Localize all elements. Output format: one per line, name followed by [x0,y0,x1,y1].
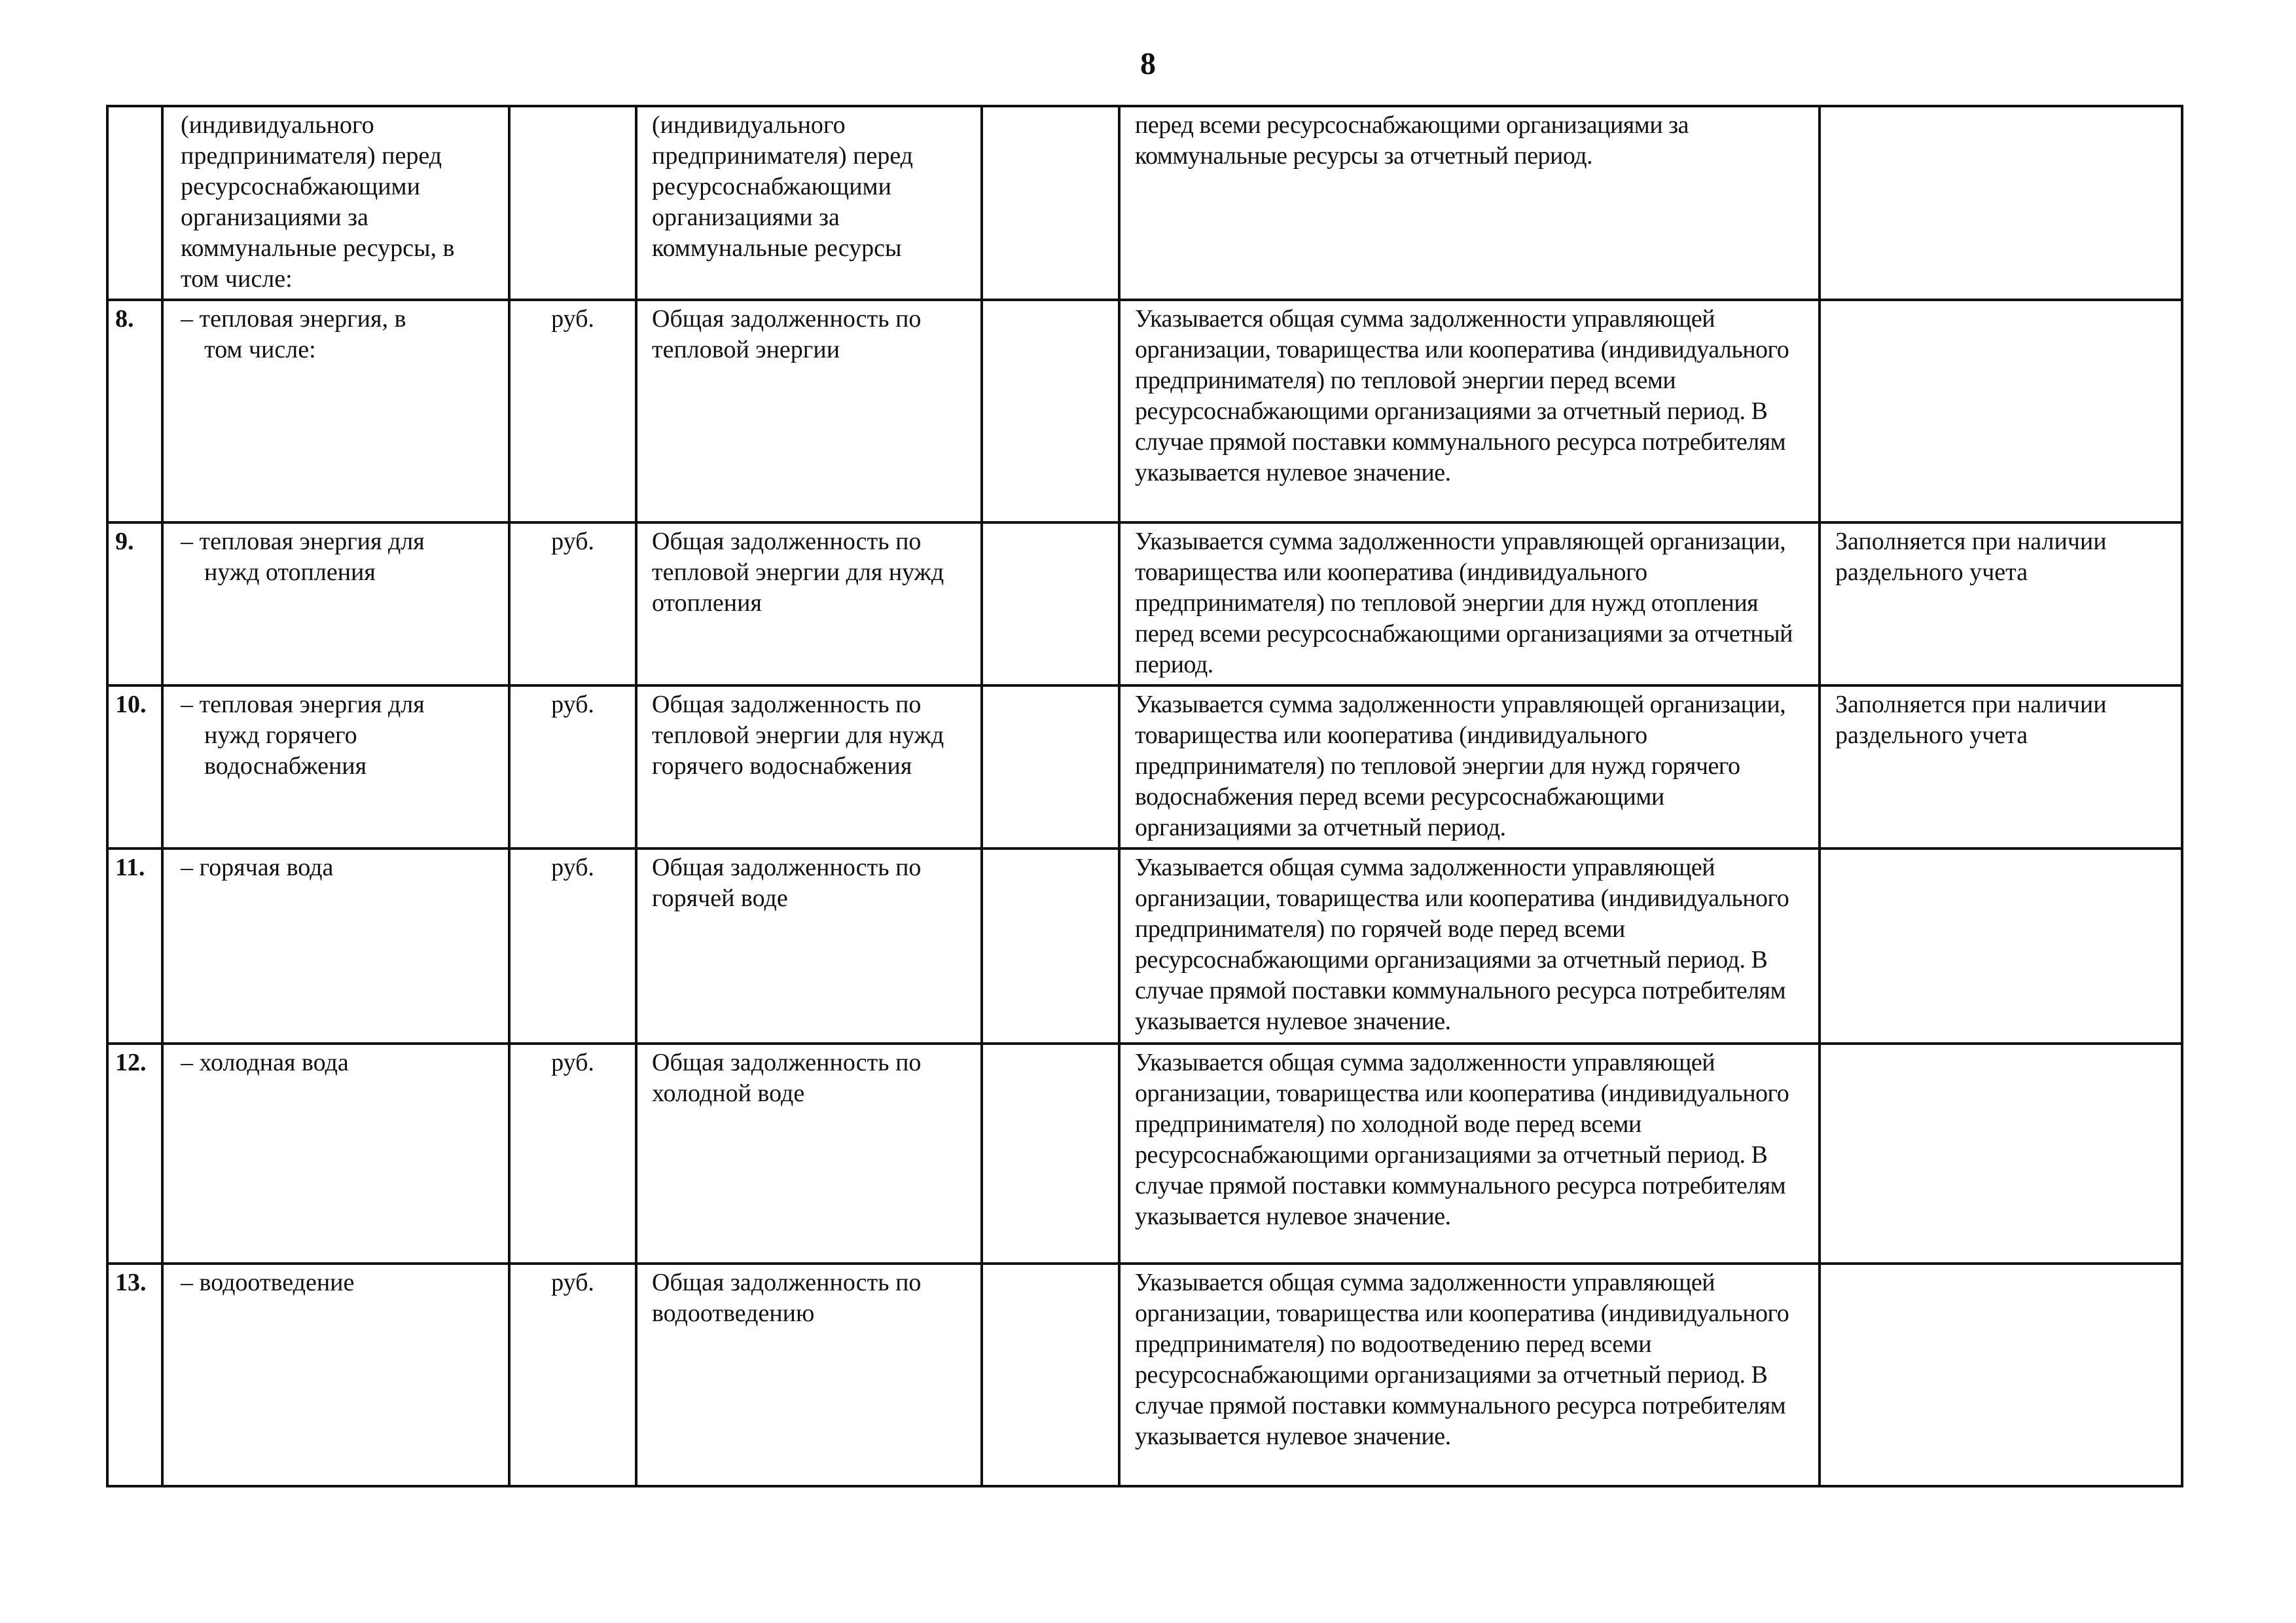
field-label: Общая задолженность по тепловой энергии [636,300,982,522]
table-row [107,685,2182,848]
empty-cell [982,300,1119,522]
note-cell [1820,106,2182,300]
description-cell: Указывается общая сумма задолженности управляющей организации, товарищества или кооператива (индивидуального предпринимателя) по холодной воде перед всеми ресурсоснабжающими организациями за отчетный период. В случае прямой поставки коммунального ресурса потребителям указывается нулевое значение. [1119,1044,1820,1264]
indicator-name [162,1044,509,1264]
note-cell [1820,848,2182,1044]
empty-cell [982,685,1119,848]
note-cell [1820,1044,2182,1264]
indicator-name-text: – тепловая энергия для [181,691,425,718]
empty-cell [982,106,1119,300]
unit-cell: руб. [509,848,636,1044]
unit-cell: руб. [509,685,636,848]
note-cell [1820,1264,2182,1486]
indicator-name [162,685,509,848]
indicator-name-text: – тепловая энергия для [181,528,425,555]
row-number: 9. [107,522,162,685]
row-number: 10. [107,685,162,848]
unit-cell: руб. [509,522,636,685]
indicator-name-text: – холодная вода [181,1049,349,1076]
row-number: 8. [107,300,162,522]
table-row [107,848,2182,1044]
indicator-name-text: – горячая вода [181,854,334,881]
indicator-name [162,848,509,1044]
table-row [107,106,2182,300]
description-cell: Указывается общая сумма задолженности управляющей организации, товарищества или кооператива (индивидуального предпринимателя) по тепловой энергии перед всеми ресурсоснабжающими организациями за отчетный период. В случае прямой поставки коммунального ресурса потребителям указывается нулевое значение. [1119,300,1820,522]
empty-cell [982,1044,1119,1264]
table-row [107,1264,2182,1486]
indicator-name-text: – тепловая энергия, в [181,305,406,333]
field-label: Общая задолженность по холодной воде [636,1044,982,1264]
row-number: 12. [107,1044,162,1264]
unit-cell [509,106,636,300]
indicator-name [162,1264,509,1486]
empty-cell [982,1264,1119,1486]
note-cell: Заполняется при наличии раздельного учета [1820,522,2182,685]
table-row [107,522,2182,685]
field-label: Общая задолженность по тепловой энергии для нужд отопления [636,522,982,685]
indicator-name [162,300,509,522]
table-row [107,1044,2182,1264]
empty-cell [982,848,1119,1044]
page-number: 8 [1140,46,1156,81]
description-cell: Указывается общая сумма задолженности управляющей организации, товарищества или кооператива (индивидуального предпринимателя) по горячей воде перед всеми ресурсоснабжающими организациями за отчетный период. В случае прямой поставки коммунального ресурса потребителям указывается нулевое значение. [1119,848,1820,1044]
field-label: Общая задолженность по горячей воде [636,848,982,1044]
unit-cell: руб. [509,1044,636,1264]
indicator-name-continuation: нужд горячего водоснабжения [204,721,367,780]
indicator-name-continuation: нужд отопления [204,558,376,586]
field-label: Общая задолженность по тепловой энергии для нужд горячего водоснабжения [636,685,982,848]
row-number: 11. [107,848,162,1044]
unit-cell: руб. [509,1264,636,1486]
description-cell: Указывается сумма задолженности управляющей организации, товарищества или кооператива (индивидуального предпринимателя) по тепловой энергии для нужд горячего водоснабжения перед всеми ресурсоснабжающими организациями за отчетный период. [1119,685,1820,848]
note-cell [1820,300,2182,522]
indicator-name [162,522,509,685]
description-cell: Указывается общая сумма задолженности управляющей организации, товарищества или кооператива (индивидуального предпринимателя) по водоотведению перед всеми ресурсоснабжающими организациями за отчетный период. В случае прямой поставки коммунального ресурса потребителям указывается нулевое значение. [1119,1264,1820,1486]
description-cell: перед всеми ресурсоснабжающими организациями за коммунальные ресурсы за отчетный период. [1119,106,1820,300]
row-number [107,106,162,300]
note-cell: Заполняется при наличии раздельного учета [1820,685,2182,848]
indicator-name: (индивидуального предпринимателя) перед ресурсоснабжающими организациями за коммунальные ресурсы, в том числе: [162,106,509,300]
field-label: (индивидуального предпринимателя) перед ресурсоснабжающими организациями за коммунальные ресурсы [636,106,982,300]
table-row [107,300,2182,522]
indicator-name-continuation: том числе: [204,336,316,363]
indicator-table [106,105,2183,1487]
row-number: 13. [107,1264,162,1486]
description-cell: Указывается сумма задолженности управляющей организации, товарищества или кооператива (индивидуального предпринимателя) по тепловой энергии для нужд отопления перед всеми ресурсоснабжающими организациями за отчетный период. [1119,522,1820,685]
field-label: Общая задолженность по водоотведению [636,1264,982,1486]
indicator-name-text: – водоотведение [181,1269,355,1296]
empty-cell [982,522,1119,685]
unit-cell: руб. [509,300,636,522]
